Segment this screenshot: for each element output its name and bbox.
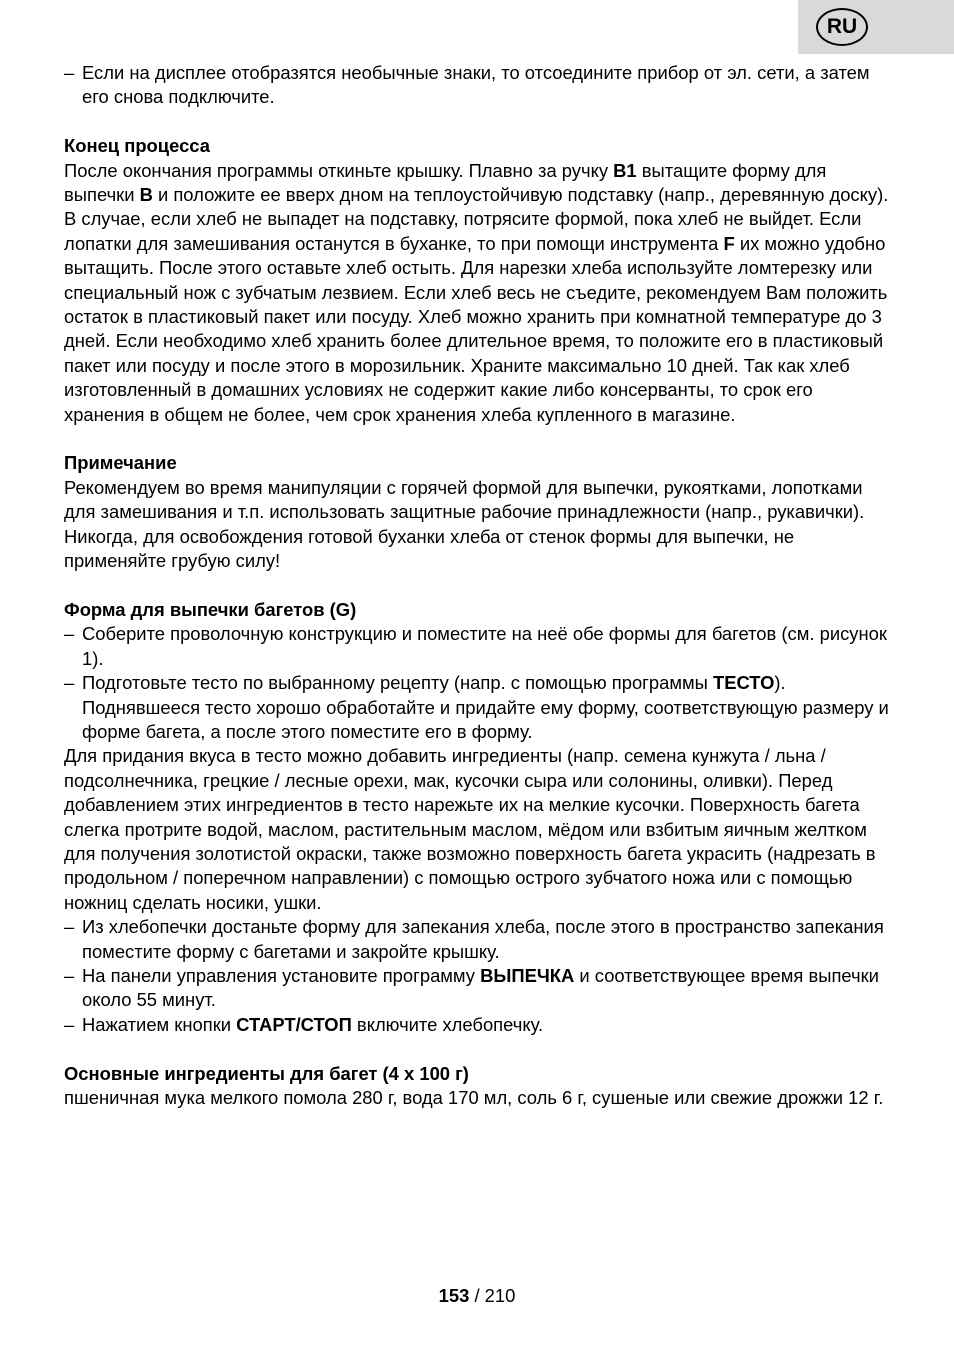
end-ref-b: B (139, 184, 153, 206)
button-name-start-stop: СТАРТ/СТОП (236, 1013, 352, 1035)
end-ref-f: F (723, 232, 735, 254)
end-of-process-paragraph (64, 159, 894, 427)
baguette-item-2-text-end: ). Поднявшееся тесто хорошо обработайте и придайте ему форму, соответствующую размеру и форме багета, а после этого поместите его в форму. (82, 672, 889, 742)
end-text-3: и положите ее вверх дном на теплоустойчивую подставку (напр., деревянную доску). В случае, если хлеб не выпадет на подставку, потрясите формой, пока хлеб не выйдет. Если лопатки для замешивания останутся в буханке, то при помощи инструмента (64, 184, 889, 254)
page-number (0, 1285, 954, 1307)
section-title-note: Примечание (64, 452, 177, 474)
baguette-item-3: Из хлебопечки достаньте форму для запекания хлеба, после этого в пространство запекания поместите форму с багетами и закройте крышку. (82, 916, 884, 962)
current-page: 153 (438, 1285, 470, 1306)
intro-item-text: Если на дисплее отобразятся необычные знаки, то отсоедините прибор от эл. сети, а затем его снова подключите. (82, 62, 870, 108)
list-dash: – (64, 916, 75, 938)
baguette-item-5-text: Нажатием кнопки (82, 1013, 237, 1035)
list-item (64, 1013, 894, 1037)
language-badge: RU (816, 8, 868, 46)
baguette-item-1: Соберите проволочную конструкцию и поместите на неё обе формы для багетов (см. рисунок 1). (82, 623, 887, 669)
list-item (64, 671, 894, 744)
list-item (64, 622, 894, 671)
end-ref-b1: B1 (613, 159, 637, 181)
list-dash: – (64, 623, 75, 645)
intro-list-item (64, 61, 894, 110)
list-dash: – (64, 1013, 75, 1035)
baguette-item-4-text: На панели управления установите программу (82, 964, 481, 986)
baguette-item-4-text-end: и соответствующее время выпечки около 55 минут. (82, 964, 879, 1011)
section-title-end-of-process: Конец процесса (64, 135, 210, 157)
program-name-baking: ВЫПЕЧКА (480, 964, 575, 986)
section-title-baguette-form: Форма для выпечки багетов (G) (64, 598, 357, 620)
list-dash: – (64, 62, 75, 83)
note-paragraph: Рекомендуем во время манипуляции с горячей формой для выпечки, рукоятками, лопотками для замешивания и т.п. использовать защитные рабочие принадлежности (напр., рукавички). Никогда, для освобождения готовой буханки хлеба от стенок формы для выпечки, не применяйте грубую силу! (64, 476, 865, 572)
section-title-ingredients: Основные ингредиенты для багет (4 х 100 г) (64, 1062, 469, 1084)
baguette-item-5-text-end: включите хлебопечку. (351, 1013, 544, 1035)
total-pages: 210 (484, 1285, 516, 1306)
program-name-dough: ТЕСТО (712, 672, 775, 694)
baguette-paragraph: Для придания вкуса в тесто можно добавить ингредиенты (напр. семена кунжута / льна / подсолнечника, грецкие / лесные орехи, мак, кусочки сыра или солонины, оливки). Перед добавлением этих ингредиентов в тесто нарежьте их на мелкие кусочки. Поверхность багета слегка протрите водой, маслом, растительным маслом, мёдом или взбитым яичным желтком для получения золотистой окраски, также возможно поверхность багета украсить (надрезать в продольном / поперечном направлении) с помощью острого зубчатого ножа или с помощью ножниц сделать носики, ушки. (64, 745, 876, 913)
list-item (64, 915, 894, 964)
end-text-4: их можно удобно вытащить. После этого оставьте хлеб остыть. Для нарезки хлеба используйте ломтерезку или специальный нож с зубчатым лезвием. Если хлеб весь не съедите, рекомендуем Вам положить остаток в пластиковый пакет или посуду. Хлеб можно хранить при комнатной температуре до 3 дней. Если необходимо хлеб хранить более длительное время, то положите его в пластиковый пакет или посуду и после этого в морозильник. Храните максимально 10 дней. Так как хлеб изготовленный в домашних условиях не содержит какие либо консерванты, то срок его хранения в общем не более, чем срок хранения хлеба купленного в магазине. (64, 232, 888, 425)
end-text-1: После окончания программы откиньте крышку. Плавно за ручку (64, 159, 614, 181)
end-text-2: вытащите форму для выпечки (64, 159, 827, 206)
document-body (64, 61, 894, 1110)
list-item (64, 964, 894, 1013)
list-dash: – (64, 964, 75, 986)
page-separator: / (469, 1285, 485, 1306)
language-tab (798, 0, 954, 54)
ingredients-paragraph: пшеничная мука мелкого помола 280 г, вода 170 мл, соль 6 г, сушеные или свежие дрожжи 12 г. (64, 1087, 884, 1108)
list-dash: – (64, 672, 75, 694)
baguette-item-2-text: Подготовьте тесто по выбранному рецепту (напр. с помощью программы (82, 672, 713, 694)
